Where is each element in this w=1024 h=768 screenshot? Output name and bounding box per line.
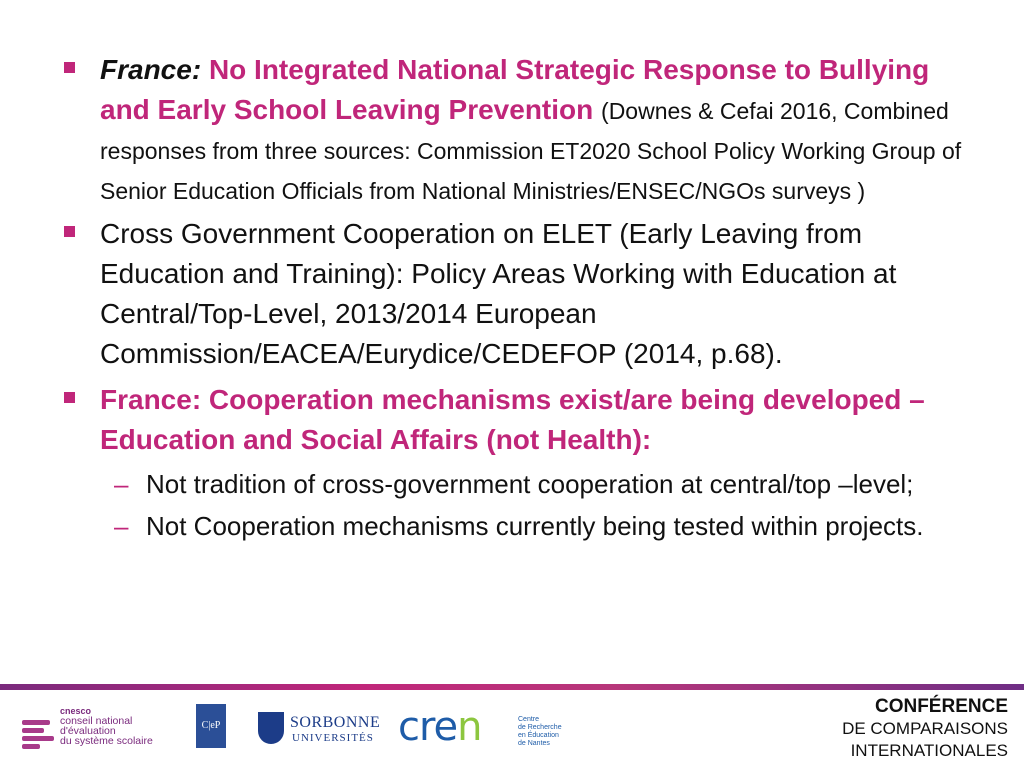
shield-icon: [258, 712, 284, 744]
dash-bullet-icon: –: [114, 469, 129, 499]
strategy-heading: No Integrated National Strategic Response to Bullying and Early School Leaving Prevention: [100, 54, 930, 125]
cnesco-line3: du système scolaire: [60, 735, 153, 747]
cross-government-text: Cross Government Cooperation on ELET (Early Leaving from Education and Training): Policy Areas Working with Education at Central/Top-Level, 2013/2014 European Commission/EACEA/Eurydice/CEDEFOP (2014, p.68).: [100, 218, 897, 369]
square-bullet-icon: [64, 392, 75, 403]
footer-logos: [0, 690, 1024, 768]
dash-bullet-icon: –: [114, 511, 129, 541]
cnesco-line2: d'évaluation: [60, 725, 116, 737]
cnesco-line1: conseil national: [60, 715, 133, 727]
cren-letter-n: n: [457, 704, 482, 750]
cnesco-logo: [22, 706, 182, 750]
bullet-cooperation-mechanisms: [60, 380, 980, 460]
france-label: France:: [100, 54, 202, 85]
cren-logo: [398, 704, 482, 750]
cren-letters: cre: [398, 704, 458, 750]
square-bullet-icon: [64, 62, 75, 73]
conference-title: [842, 696, 1008, 762]
conference-line3: INTERNATIONALES: [850, 741, 1008, 760]
source-citation: (Downes & Cefai 2016, Combined responses from three sources: Commission ET2020 School Policy Working Group of Senior Education Officials from National Ministries/ENSEC/NGOs surveys ): [100, 98, 962, 204]
sorbonne-subtitle: UNIVERSITÉS: [292, 732, 374, 744]
slide-content: [60, 50, 980, 544]
sub-bullet-text: Not tradition of cross-government cooperation at central/top –level;: [146, 469, 914, 499]
sub-bullet-tradition: [60, 466, 980, 502]
conference-line1: CONFÉRENCE: [874, 696, 1008, 717]
sub-bullet-text: Not Cooperation mechanisms currently being tested within projects.: [146, 511, 924, 541]
conference-line2: DE COMPARAISONS: [842, 719, 1008, 738]
cnesco-name: cnesco: [60, 706, 92, 716]
bullet-cross-government: [60, 214, 980, 374]
sub-bullet-testing: [60, 508, 980, 544]
bullet-france-strategy: [60, 50, 980, 210]
cren-subtitle: Centre de Recherche en Éducation de Nantes: [518, 716, 562, 747]
cep-logo: C|eP: [196, 704, 226, 748]
cooperation-heading: France: Cooperation mechanisms exist/are being developed – Education and Social Affairs (not Health):: [100, 384, 925, 455]
square-bullet-icon: [64, 226, 75, 237]
sorbonne-name: SORBONNE: [290, 714, 381, 731]
